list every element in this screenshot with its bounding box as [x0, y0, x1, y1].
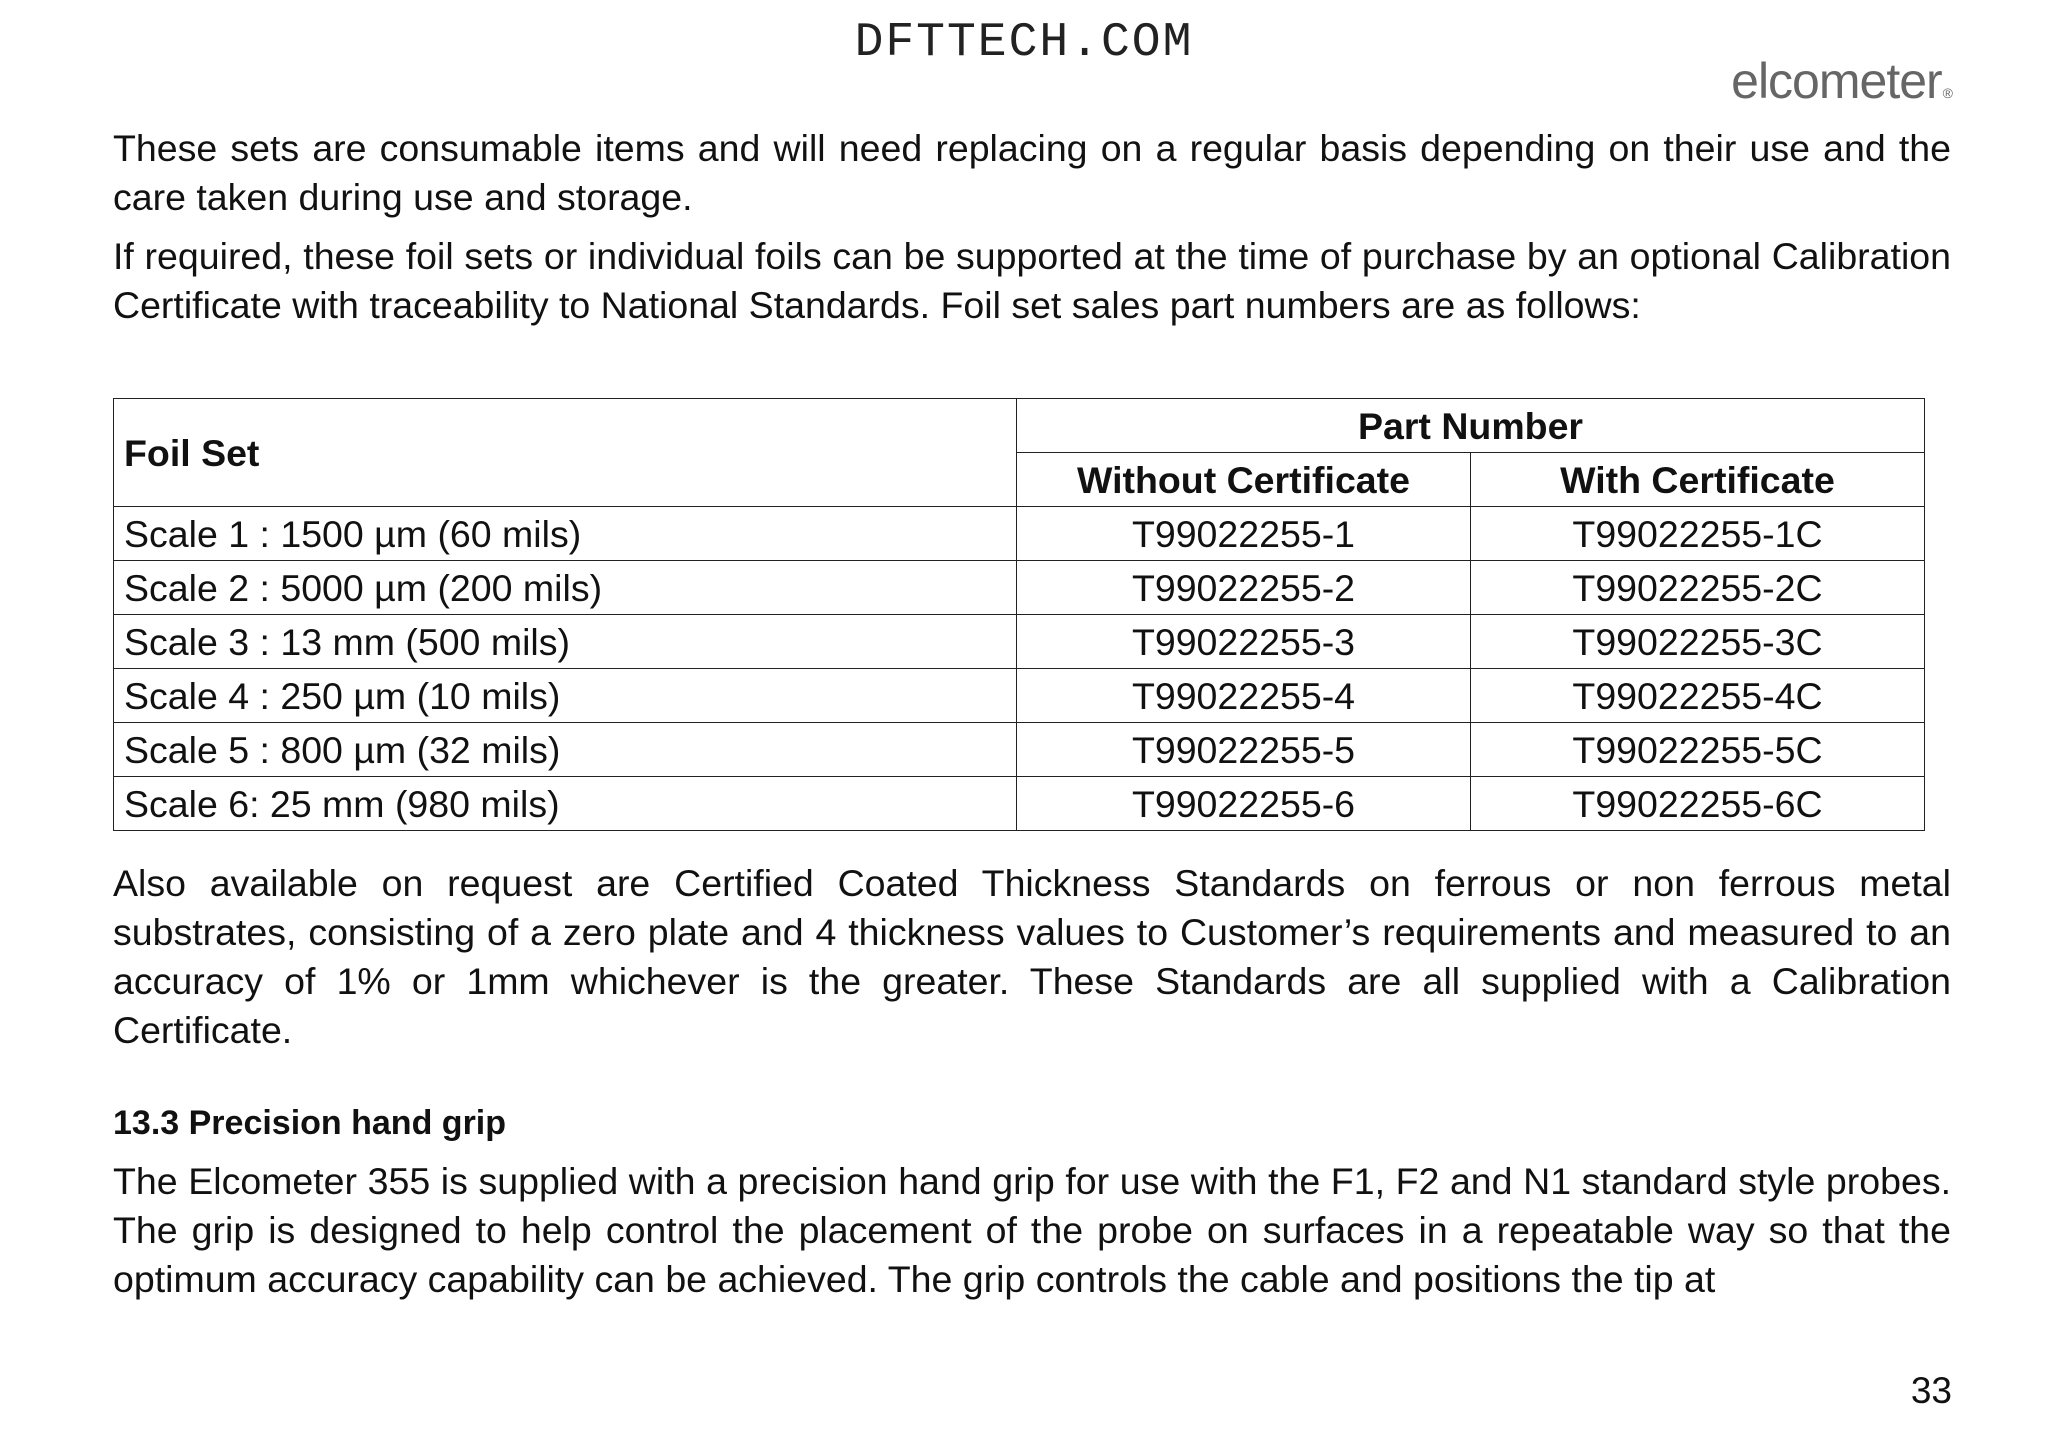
cell-foil-set: Scale 2 : 5000 µm (200 mils) [114, 561, 1017, 615]
cell-foil-set: Scale 4 : 250 µm (10 mils) [114, 669, 1017, 723]
cell-with-certificate: T99022255-1C [1471, 507, 1925, 561]
registered-mark: ® [1942, 85, 1952, 101]
cell-without-certificate: T99022255-1 [1017, 507, 1471, 561]
logo-text: elcometer [1731, 53, 1942, 109]
cell-with-certificate: T99022255-5C [1471, 723, 1925, 777]
elcometer-logo [1731, 52, 1952, 110]
table-row [114, 561, 1925, 615]
table-body [114, 507, 1925, 831]
cell-with-certificate: T99022255-4C [1471, 669, 1925, 723]
section-heading: 13.3 Precision hand grip [113, 1104, 507, 1142]
watermark-text: DFTTECH.COM [854, 16, 1194, 70]
cell-without-certificate: T99022255-3 [1017, 615, 1471, 669]
page-content [113, 124, 1951, 1314]
cell-foil-set: Scale 6: 25 mm (980 mils) [114, 777, 1017, 831]
table-row [114, 615, 1925, 669]
cell-foil-set: Scale 1 : 1500 µm (60 mils) [114, 507, 1017, 561]
page-number: 33 [1910, 1370, 1952, 1411]
cell-foil-set: Scale 3 : 13 mm (500 mils) [114, 615, 1017, 669]
table-header-row [114, 399, 1925, 453]
paragraph-standards: Also available on request are Certified Coated Thickness Standards on ferrous or non ferrous metal substrates, consisting of a zero plate and 4 thickness values to Customer’s requirements and measured to an accuracy of 1% or 1mm whichever is the greater. These Standards are all supplied with a Calibration Certificate. [113, 862, 1951, 1051]
header-foil-set: Foil Set [114, 399, 1017, 507]
cell-without-certificate: T99022255-5 [1017, 723, 1471, 777]
cell-with-certificate: T99022255-3C [1471, 615, 1925, 669]
cell-with-certificate: T99022255-2C [1471, 561, 1925, 615]
cell-with-certificate: T99022255-6C [1471, 777, 1925, 831]
cell-without-certificate: T99022255-4 [1017, 669, 1471, 723]
table-row [114, 777, 1925, 831]
paragraph-consumables: These sets are consumable items and will need replacing on a regular basis depending on their use and the care taken during use and storage. [113, 127, 1951, 218]
header-with-certificate: With Certificate [1471, 453, 1925, 507]
header-without-certificate: Without Certificate [1017, 453, 1471, 507]
foil-set-table [113, 398, 1925, 831]
table-row [114, 507, 1925, 561]
cell-foil-set: Scale 5 : 800 µm (32 mils) [114, 723, 1017, 777]
paragraph-calibration: If required, these foil sets or individual foils can be supported at the time of purchase by an optional Calibration Certificate with traceability to National Standards. Foil set sales part numbers are as follows: [113, 235, 1951, 326]
cell-without-certificate: T99022255-6 [1017, 777, 1471, 831]
table-row [114, 723, 1925, 777]
table-row [114, 669, 1925, 723]
cell-without-certificate: T99022255-2 [1017, 561, 1471, 615]
paragraph-hand-grip: The Elcometer 355 is supplied with a precision hand grip for use with the F1, F2 and N1 standard style probes. The grip is designed to help control the placement of the probe on surfaces in a repeatable way so that the optimum accuracy capability can be achieved. The grip controls the cable and positions the tip at [113, 1160, 1951, 1300]
header-part-number: Part Number [1017, 399, 1925, 453]
